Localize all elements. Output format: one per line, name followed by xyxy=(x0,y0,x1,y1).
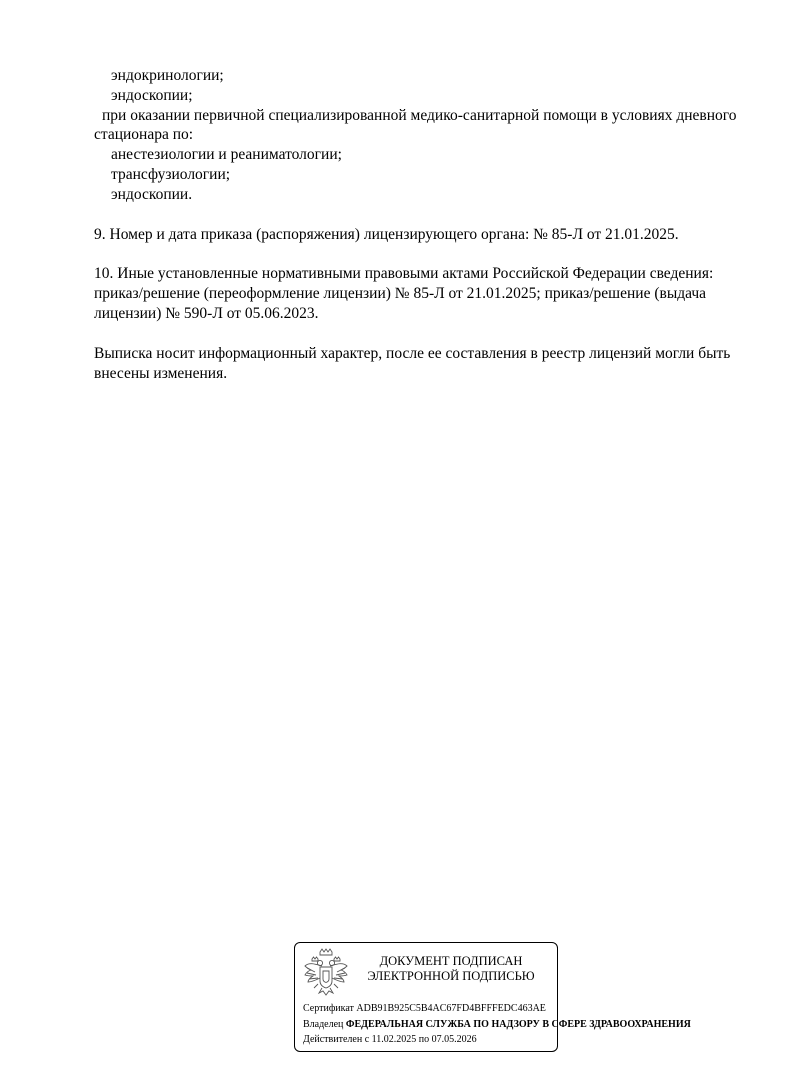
item-10-other-info-cont: лицензии) № 590-Л от 05.06.2023. xyxy=(94,304,319,322)
electronic-signature-stamp xyxy=(294,942,691,1052)
item-10-other-info: 10. Иные установленные нормативными правовыми актами Российской Федерации сведения: xyxy=(94,265,714,283)
validity-line: Действителен с 11.02.2025 по 07.05.2026 xyxy=(303,1034,477,1045)
day-hospital-intro-cont: стационара по: xyxy=(94,126,194,144)
stamp-title xyxy=(355,954,547,984)
list-item: трансфузиологии; xyxy=(111,165,231,183)
certificate-value: ADB91B925C5B4AC67FD4BFFFEDC463AE xyxy=(356,1003,546,1014)
owner-value: ФЕДЕРАЛЬНАЯ СЛУЖБА ПО НАДЗОРУ В СФЕРЕ ЗДРАВООХРАНЕНИЯ xyxy=(345,1018,691,1030)
disclaimer-note-cont: внесены изменения. xyxy=(94,364,228,382)
disclaimer-note: Выписка носит информационный характер, после ее составления в реестр лицензий могли быть xyxy=(94,344,731,362)
list-item: эндоскопии; xyxy=(111,86,193,104)
stamp-title-line: ДОКУМЕНТ ПОДПИСАН xyxy=(379,954,523,968)
certificate-line xyxy=(303,1001,603,1017)
list-item: анестезиологии и реаниматологии; xyxy=(111,146,342,164)
owner-label: Владелец xyxy=(303,1018,344,1030)
russian-coat-of-arms-icon xyxy=(303,948,349,998)
stamp-details xyxy=(303,1001,691,1048)
document-body xyxy=(94,66,774,383)
list-item: эндоскопии. xyxy=(111,185,193,203)
list-item: эндокринологии; xyxy=(111,67,224,84)
owner-line xyxy=(303,1017,691,1033)
item-10-other-info-cont: приказ/решение (переоформление лицензии) № 85-Л от 21.01.2025; приказ/решение (выдача xyxy=(94,285,707,303)
item-9-order: 9. Номер и дата приказа (распоряжения) лицензирующего органа: № 85-Л от 21.01.2025. xyxy=(94,225,679,243)
stamp-title-line: ЭЛЕКТРОННОЙ ПОДПИСЬЮ xyxy=(367,969,535,983)
certificate-label: Сертификат xyxy=(303,1003,354,1014)
day-hospital-intro: при оказании первичной специализированной медико-санитарной помощи в условиях дневного xyxy=(102,106,737,124)
